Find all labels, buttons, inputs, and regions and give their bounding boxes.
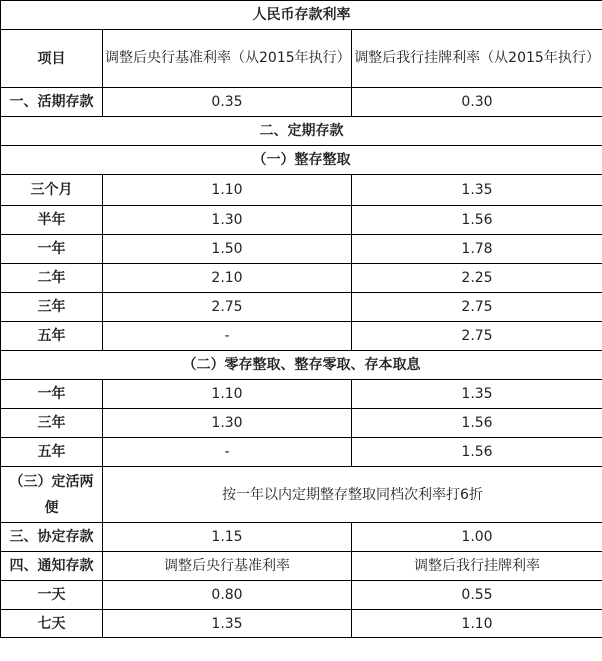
- bank-rate-cell: 1.35: [352, 175, 602, 206]
- table-row: [1, 610, 602, 638]
- row-label-term: 七天: [1, 610, 103, 638]
- column-header-row: [1, 30, 602, 88]
- central-rate-cell: 2.75: [103, 293, 352, 322]
- row-label-term: 二年: [1, 264, 103, 293]
- row-label-term: 一年: [1, 235, 103, 264]
- central-rate-cell: 2.10: [103, 264, 352, 293]
- column-header-bank-rate: 调整后我行挂牌利率（从2015年执行）: [352, 30, 602, 88]
- table-row: [1, 467, 602, 523]
- table-row: [1, 206, 602, 235]
- table-title: 人民币存款利率: [1, 1, 602, 30]
- central-rate-cell: 1.50: [103, 235, 352, 264]
- agreement-central-rate: 1.15: [103, 523, 352, 552]
- bank-rate-cell: 0.55: [352, 581, 602, 610]
- notice-central-header: 调整后央行基准利率: [103, 552, 352, 581]
- central-rate-cell: 0.80: [103, 581, 352, 610]
- table-row: [1, 581, 602, 610]
- column-header-central-rate: 调整后央行基准利率（从2015年执行）: [103, 30, 352, 88]
- table-row: [1, 523, 602, 552]
- section-row: [1, 117, 602, 146]
- row-label-term: 一天: [1, 581, 103, 610]
- central-rate-cell: -: [103, 322, 352, 351]
- table-row: [1, 175, 602, 206]
- table-row: [1, 88, 602, 117]
- row-label-notice: 四、通知存款: [1, 552, 103, 581]
- central-rate-cell: 1.30: [103, 409, 352, 438]
- row-label-flexible: （三）定活两便: [1, 467, 103, 523]
- section-heading-time-deposit: 二、定期存款: [1, 117, 602, 146]
- row-label-agreement: 三、协定存款: [1, 523, 103, 552]
- table-row: [1, 380, 602, 409]
- section-heading-lump-sum: （一）整存整取: [1, 146, 602, 175]
- bank-rate-cell: 2.75: [352, 322, 602, 351]
- central-rate-cell: 1.35: [103, 610, 352, 638]
- central-rate-cell: 1.10: [103, 175, 352, 206]
- row-label-term: 半年: [1, 206, 103, 235]
- table-row: [1, 322, 602, 351]
- column-header-item: 项目: [1, 30, 103, 88]
- table-row: [1, 409, 602, 438]
- flexible-rate-note: 按一年以内定期整存整取同档次利率打6折: [103, 467, 602, 523]
- bank-rate-cell: 2.75: [352, 293, 602, 322]
- table-row: [1, 293, 602, 322]
- notice-bank-header: 调整后我行挂牌利率: [352, 552, 602, 581]
- row-label-term: 五年: [1, 322, 103, 351]
- bank-rate-cell: 1.10: [352, 610, 602, 638]
- central-rate-cell: 1.10: [103, 380, 352, 409]
- bank-rate-cell: 1.56: [352, 438, 602, 467]
- table-row: [1, 235, 602, 264]
- bank-rate-cell: 1.35: [352, 380, 602, 409]
- row-label-term: 五年: [1, 438, 103, 467]
- section-row: [1, 146, 602, 175]
- demand-bank-rate: 0.30: [352, 88, 602, 117]
- central-rate-cell: 1.30: [103, 206, 352, 235]
- bank-rate-cell: 2.25: [352, 264, 602, 293]
- section-heading-installment: （二）零存整取、整存零取、存本取息: [1, 351, 602, 380]
- central-rate-cell: -: [103, 438, 352, 467]
- row-label-term: 三年: [1, 293, 103, 322]
- row-label-term: 三年: [1, 409, 103, 438]
- row-label-term: 三个月: [1, 175, 103, 206]
- table-row: [1, 438, 602, 467]
- bank-rate-cell: 1.56: [352, 409, 602, 438]
- agreement-bank-rate: 1.00: [352, 523, 602, 552]
- row-label-demand: 一、活期存款: [1, 88, 103, 117]
- row-label-term: 一年: [1, 380, 103, 409]
- table-row: [1, 552, 602, 581]
- bank-rate-cell: 1.56: [352, 206, 602, 235]
- demand-central-rate: 0.35: [103, 88, 352, 117]
- table-title-row: [1, 1, 602, 30]
- bank-rate-cell: 1.78: [352, 235, 602, 264]
- table-row: [1, 264, 602, 293]
- section-row: [1, 351, 602, 380]
